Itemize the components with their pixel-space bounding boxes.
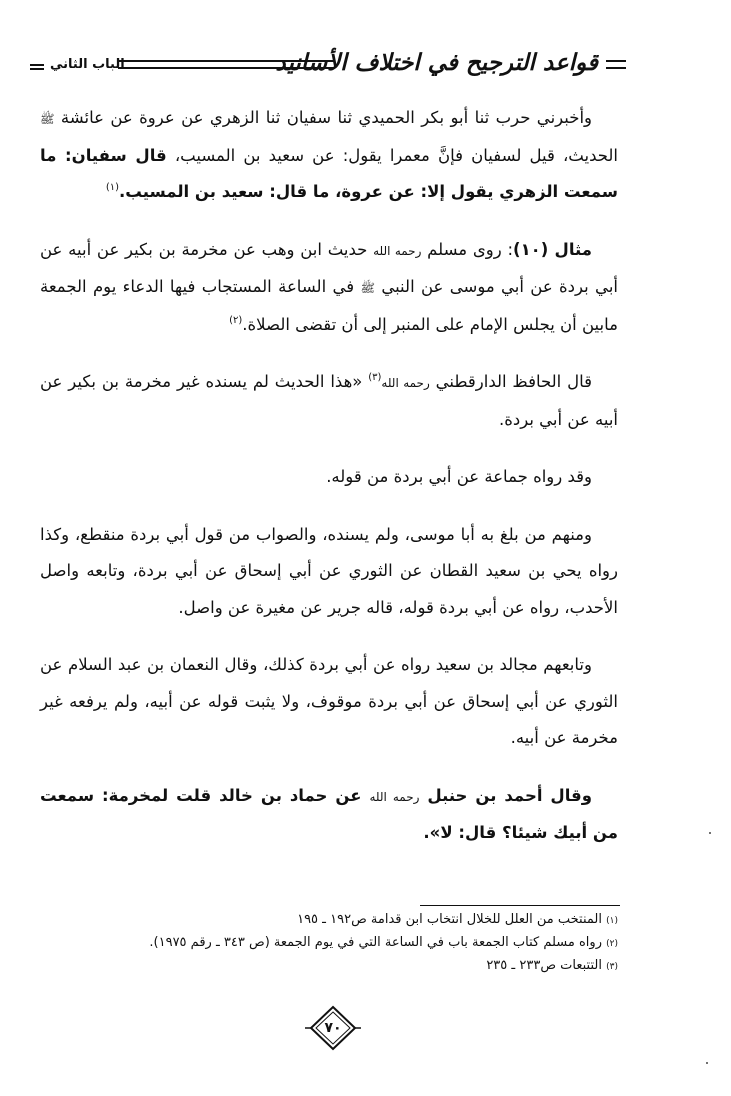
paragraph-text: وقد رواه جماعة عن أبي بردة من قوله. (326, 467, 592, 486)
paragraph-text: ومنهم من بلغ به أبا موسى، ولم يسنده، والصواب من قول أبي بردة منقطع، وكذا رواه يحي بن سعيد القطان عن الثوري عن أبي إسحاق عن أبي بردة، وتابعه واصل الأحدب، رواه عن أبي بردة قوله، قاله جرير عن مغيرة عن واصل. (40, 524, 618, 617)
paragraph-text: قال الحافظ الدارقطني (429, 372, 593, 391)
bold-quote: عن حماد بن خالد قلت لمخرمة: سمعت من أبيك شيئا؟ قال: لا». (40, 785, 618, 842)
book-title: قواعد الترجيح في اختلاف الأسانيد (275, 49, 598, 76)
footnote-3 (60, 955, 618, 978)
footnote-mark: (٢) (606, 939, 618, 949)
honorific-glyph: رحمه الله (373, 243, 422, 258)
footnote-text: رواه مسلم كتاب الجمعة باب في الساعة التي في يوم الجمعة (ص ٣٤٣ ـ رقم ١٩٧٥). (149, 935, 602, 950)
page-number-ornament (303, 1004, 363, 1052)
honorific-glyph: ﷺ (360, 281, 375, 295)
footnotes (60, 909, 618, 978)
honorific-glyph: رحمه الله (369, 789, 420, 804)
footnote-ref-3[interactable]: (٣) (368, 372, 382, 383)
paragraph-text: الحديث، قيل لسفيان فإنَّ معمرا يقول: عن سعيد بن المسيب، (166, 145, 619, 165)
footnote-mark: (٣) (606, 962, 618, 972)
paragraph-text: «هذا الحديث لم يسنده غير مخرمة بن بكير عن أبيه عن أبي بردة. (40, 372, 618, 429)
paragraph-3 (40, 364, 618, 438)
paragraph-6 (40, 647, 618, 757)
honorific-glyph: رحمه الله (381, 376, 430, 390)
footnote-text: المنتخب من العلل للخلال انتخاب ابن قدامة ص١٩٢ ـ ١٩٥ (297, 912, 602, 927)
footnote-ref-2[interactable]: (٢) (229, 314, 243, 326)
page-number: ٧٠ (324, 1020, 342, 1036)
paragraph-text: وتابعهم مجالد بن سعيد رواه عن أبي بردة كذلك، وقال النعمان بن عبد السلام عن الثوري عن أبي إسحاق عن أبي بردة موقوف، ولا يثبت قوله عن أبيه، ولم يرفعه غير مخرمة عن أبيه. (40, 655, 618, 747)
honorific-glyph: ﷺ (40, 112, 55, 126)
header-rule-right (606, 60, 626, 69)
paragraph-text: وأخبرني حرب ثنا أبو بكر الحميدي ثنا سفيان ثنا الزهري عن عروة عن عائشة (54, 108, 592, 127)
paragraph-text: : روى مسلم (421, 239, 514, 259)
paragraph-1 (40, 100, 618, 211)
bold-quote: وقال أحمد بن حنبل (419, 785, 592, 805)
paragraph-5 (40, 517, 618, 627)
footnote-1 (60, 909, 618, 932)
running-header (30, 46, 626, 84)
example-label: مثال (١٠) (513, 239, 592, 259)
header-rule-middle (118, 60, 334, 69)
bold-quote: قال سفيان: ما سمعت الزهري يقول إلا: عن عروة، ما قال: سعيد بن المسيب. (40, 145, 618, 201)
header-rule-left (30, 64, 44, 70)
body-text (40, 100, 618, 873)
scan-speck (709, 832, 711, 834)
footnote-2 (60, 932, 618, 955)
paragraph-4 (40, 459, 618, 496)
chapter-title: الباب الثاني (50, 57, 125, 72)
footnote-mark: (١) (606, 916, 618, 926)
footnote-separator (420, 905, 620, 906)
paragraph-text: حديث ابن وهب عن مخرمة بن بكير عن أبيه عن أبي بردة عن أبي موسى عن النبي (40, 239, 618, 296)
paragraph-7 (40, 778, 618, 852)
paragraph-text: في الساعة المستجاب فيها الدعاء يوم الجمعة مابين أن يجلس الإمام على المنبر إلى أن تقضى الصلاة. (40, 277, 618, 334)
scan-speck (706, 1062, 708, 1064)
footnote-text: التتبعات ص٢٣٣ ـ ٢٣٥ (486, 958, 602, 973)
footnote-ref-1[interactable]: (١) (105, 182, 119, 193)
paragraph-2 (40, 232, 618, 344)
